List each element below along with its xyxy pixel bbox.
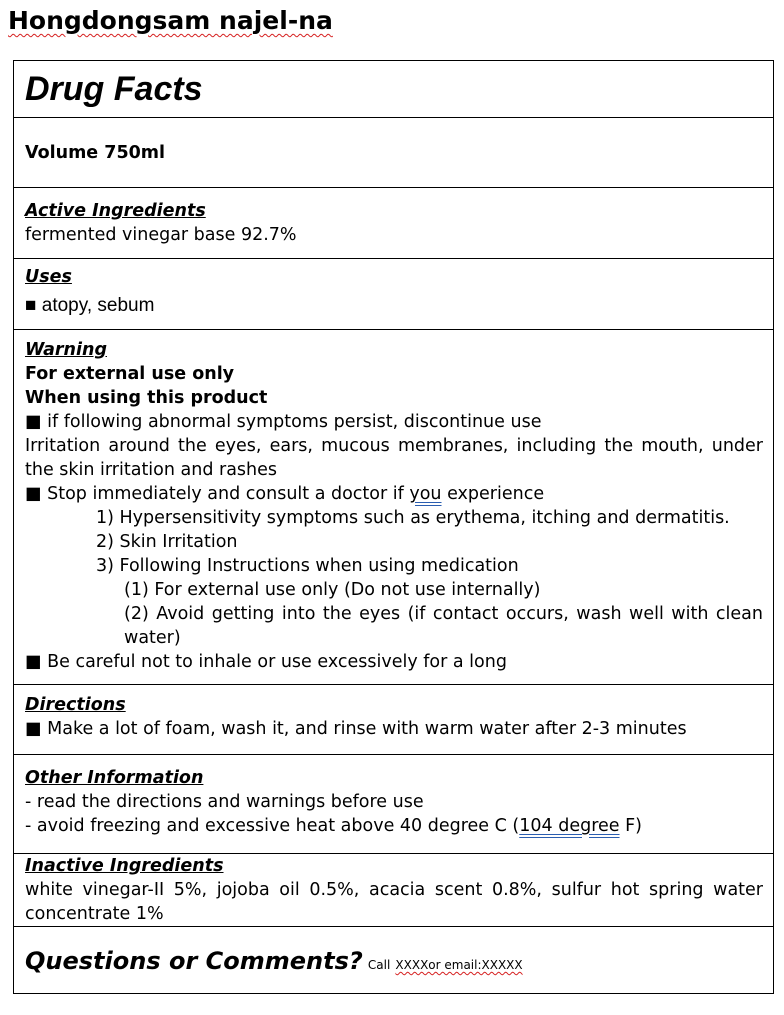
volume-text: Volume 750ml (25, 143, 166, 163)
drug-facts-header (14, 61, 773, 118)
warning-when-using: When using this product (25, 388, 268, 408)
bullet-square-icon: ■ (25, 295, 37, 316)
warning-item-3: ■ Be careful not to inhale or use excessively for a long (25, 652, 507, 672)
warning-external-use: For external use only (25, 364, 235, 384)
active-ingredients-text: fermented vinegar base 92.7% (25, 225, 297, 245)
warning-heading: Warning (25, 340, 107, 360)
directions-item (25, 717, 763, 741)
inactive-ingredients-section (14, 854, 773, 927)
directions-section (14, 685, 773, 755)
inactive-ingredients-heading: Inactive Ingredients (25, 856, 224, 876)
questions-heading: Questions or Comments? (25, 947, 363, 975)
uses-item (25, 294, 763, 318)
warning-subsub-2: (2) Avoid getting into the eyes (if contact occurs, wash well with clean water) (124, 604, 763, 648)
drug-facts-panel (13, 60, 774, 994)
warning-sub-3: 3) Following Instructions when using medication (96, 556, 519, 576)
directions-text: Make a lot of foam, wash it, and rinse with warm water after 2-3 minutes (47, 719, 687, 739)
bullet-square-icon: ■ (25, 719, 42, 739)
warning-sub-1: 1) Hypersensitivity symptoms such as erythema, itching and dermatitis. (96, 508, 730, 528)
warning-section (14, 330, 773, 685)
uses-text: atopy, sebum (41, 295, 155, 316)
uses-heading: Uses (25, 267, 72, 287)
active-ingredients-section (14, 188, 773, 259)
warning-item-1: ■ if following abnormal symptoms persist, discontinue use (25, 412, 542, 432)
document-title (8, 6, 333, 35)
questions-line (25, 927, 763, 999)
other-information-line-1: - read the directions and warnings before use (25, 792, 424, 812)
bullet-square-icon: ■ (25, 412, 42, 432)
volume-section (14, 118, 773, 188)
questions-call-label: Call (367, 958, 391, 972)
drug-facts-title: Drug Facts (25, 70, 203, 108)
active-ingredients-heading: Active Ingredients (25, 201, 206, 221)
warning-item-2: ■ Stop immediately and consult a doctor if you experience (25, 484, 545, 504)
warning-irritation-text: Irritation around the eyes, ears, mucous membranes, including the mouth, under the skin irritation and rashes (25, 436, 763, 480)
uses-section (14, 259, 773, 330)
questions-section (14, 927, 773, 995)
warning-sub-2: 2) Skin Irritation (96, 532, 238, 552)
other-information-line-2: - avoid freezing and excessive heat above 40 degree C (104 degree F) (25, 816, 643, 836)
bullet-square-icon: ■ (25, 484, 42, 504)
inactive-ingredients-text: white vinegar-II 5%, jojoba oil 0.5%, acacia scent 0.8%, sulfur hot spring water concentrate 1% (25, 880, 763, 924)
directions-heading: Directions (25, 695, 126, 715)
bullet-square-icon: ■ (25, 652, 42, 672)
other-information-heading: Other Information (25, 768, 204, 788)
warning-subsub-1: (1) For external use only (Do not use internally) (124, 580, 541, 600)
questions-contact: XXXXor email:XXXXX (395, 958, 523, 972)
document-title-text: Hongdongsam najel-na (8, 6, 333, 35)
other-information-section (14, 755, 773, 854)
